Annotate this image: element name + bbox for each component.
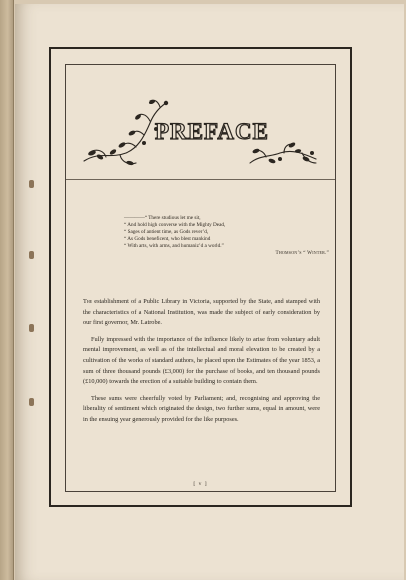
binding-stitch xyxy=(29,180,34,188)
binding-stitch xyxy=(29,398,34,406)
binding-stitch xyxy=(29,324,34,332)
paragraph-2: Fully impressed with the importance of the influence likely to arise from voluntary adult mental improvement, as well as of the intellectual and moral elevation to be created by a cultivation of the works of standard authors, he placed upon the Estimates of the year 1853, a sum of three thousand pounds (£3,000) for the purchase of books, and ten thousand pounds (£10,000) towards the erection of a suitable building to contain them. xyxy=(83,335,320,386)
paragraph-text: establishment of a Public Library in Victoria, supported by the State, and stamped with the characteristics of a National Institution, was made the subject of early consideration by our first governor, Mr. Latrobe. xyxy=(83,298,320,327)
binding-stitch xyxy=(29,251,34,259)
page-border-outer xyxy=(49,47,352,507)
epigraph-line: “ As Gods beneficent, who blest mankind xyxy=(124,236,211,243)
epigraph-line: ————“ There studious let me sit, xyxy=(124,215,201,221)
epigraph-quote xyxy=(124,215,329,258)
paragraph-1 xyxy=(83,297,320,329)
ornamental-title xyxy=(80,93,320,173)
previous-page-edge xyxy=(0,0,14,580)
preface-body xyxy=(83,297,320,432)
page-border-inner xyxy=(65,64,336,492)
page-title: PREFACE xyxy=(155,119,269,144)
epigraph-line: “ With arts, with arms, and humaniz’d a world.” xyxy=(124,243,224,250)
page-number: [ v ] xyxy=(193,481,208,487)
epigraph-line: “ Sages of antient time, as Gods rever’d, xyxy=(124,229,209,236)
paragraph-lead-word: The xyxy=(83,298,93,305)
paragraph-3: These sums were cheerfully voted by Parliament; and, recognising and approving the liberality of sentiment which originated the design, two further sums, equal in amount, were in the ensuing year generously provided for the like purposes. xyxy=(83,394,320,423)
title-divider xyxy=(66,179,335,180)
epigraph-line: “ And hold high converse with the Mighty Dead, xyxy=(124,222,226,229)
epigraph-attribution: Thomson’s “ Winter.” xyxy=(275,250,329,257)
